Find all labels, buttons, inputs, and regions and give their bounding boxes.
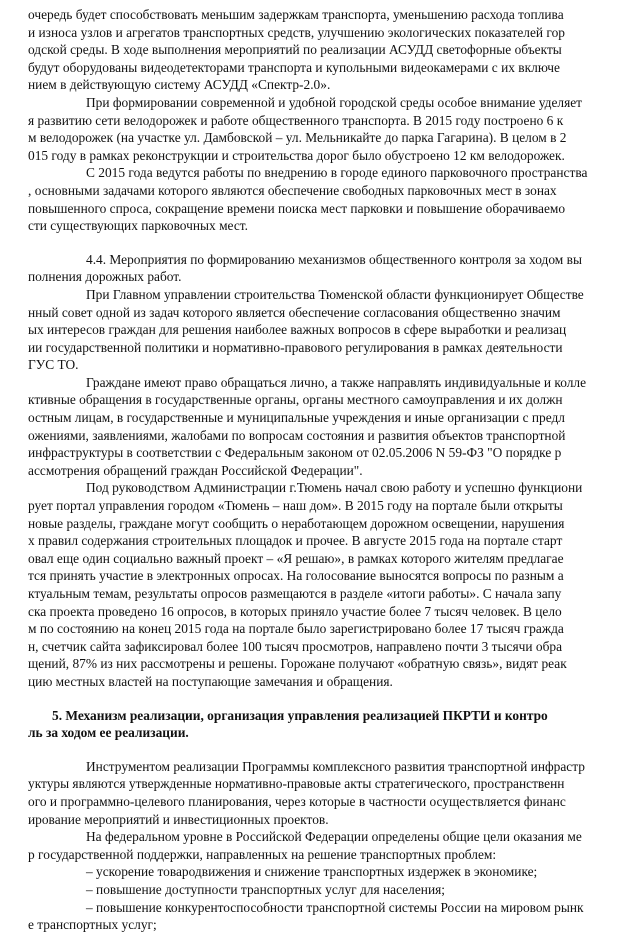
text-line: тся принять участие в электронных опросах. На голосование выносятся вопросы по разным а	[28, 568, 564, 584]
text-line: будут оборудованы видеодетекторами транспорта и купольными видеокамерами с их включе	[28, 59, 560, 75]
paragraph	[28, 164, 612, 234]
text-line: ии государственной политики и нормативно-правового регулирования в рамках деятельности	[28, 339, 563, 355]
text-line: я развитию сети велодорожек и работе общественного транспорта. В 2015 году построено 6 к	[28, 112, 564, 128]
text-line: инфраструктуры в соответствии с Федеральным законом от 02.05.2006 N 59-ФЗ "О порядке р	[28, 445, 562, 461]
text-line: ктивные обращения в государственные органы, органы местного самоуправления и их должн	[28, 392, 563, 408]
section-heading	[28, 707, 612, 742]
paragraph	[28, 94, 612, 164]
text-line: м велодорожек (на участке ул. Дамбовской – ул. Мельникайте до парка Гагарина). В целом в 2	[28, 130, 567, 146]
text-line: ых интересов граждан для решения наиболее важных вопросов в сфере выработки и реализац	[28, 322, 567, 338]
paragraph	[28, 828, 612, 934]
spacer	[28, 235, 612, 251]
text-line: нием в действующую систему АСУДД «Спектр-2.0».	[28, 77, 331, 93]
text-line: ассмотрения обращений граждан Российской Федерации".	[28, 462, 363, 478]
spacer	[28, 742, 612, 758]
text-line: При формировании современной и удобной городской среды особое внимание уделяет	[86, 94, 583, 110]
text-line: р государственной поддержки, направленных на решение транспортных проблем:	[28, 846, 497, 862]
text-line: остным лицам, в государственные и муниципальные учреждения и иные организации с предл	[28, 410, 565, 426]
text-line: рует портал управления городом «Тюмень – наш дом». В 2015 году на портале были открыты	[28, 498, 563, 514]
text-line: ГУС ТО.	[28, 357, 79, 373]
text-line: Граждане имеют право обращаться лично, а также направлять индивидуальные и колле	[86, 374, 587, 390]
paragraph	[28, 286, 612, 374]
text-line: и износа узлов и агрегатов транспортных средств, улучшению экологических показателей гор	[28, 24, 565, 40]
text-line: е транспортных услуг;	[28, 917, 157, 933]
text-line: Инструментом реализации Программы комплексного развития транспортной инфрастр	[86, 758, 585, 774]
text-line: х правил содержания строительных площадок и прочее. В августе 2015 года на портале старт	[28, 533, 563, 549]
text-line: нный совет одной из задач которого является обеспечение согласования общественно значим	[28, 304, 561, 320]
text-line: одской среды. В ходе выполнения мероприятий по реализации АСУДД светофорные объекты	[28, 42, 562, 58]
paragraph	[28, 479, 612, 690]
spacer	[28, 691, 612, 707]
text-line: ожениями, заявлениями, жалобами по вопросам состояния и развития объектов транспортной	[28, 427, 566, 443]
text-line: ирование мероприятий и инвестиционных проектов.	[28, 811, 329, 827]
text-line: 4.4. Мероприятия по формированию механизмов общественного контроля за ходом вы	[86, 251, 582, 267]
text-line: Под руководством Администрации г.Тюмень начал свою работу и успешно функциони	[86, 480, 583, 496]
text-line: ого и программно-целевого планирования, через которые в частности осуществляется финанс	[28, 793, 566, 809]
text-line: цию местных властей на поступающие замечания и обращения.	[28, 673, 393, 689]
list-item: – повышение конкурентоспособности транспортной системы России на мировом рынк	[86, 899, 584, 915]
paragraph	[28, 0, 612, 94]
text-line: ска проекта проведено 16 опросов, в которых приняло участие более 7 тысяч человек. В цело	[28, 603, 562, 619]
text-line: щений, 87% из них рассмотрены и решены. Горожане получают «обратную связь», видят реак	[28, 656, 567, 672]
text-line: сти существующих парковочных мест.	[28, 218, 248, 234]
text-line: С 2015 года ведутся работы по внедрению в городе единого парковочного пространства	[86, 165, 588, 181]
paragraph	[28, 374, 612, 480]
text-line: м по состоянию на конец 2015 года на портале было зарегистрировано более 17 тысяч гражда	[28, 621, 564, 637]
text-line: При Главном управлении строительства Тюменской области функционирует Обществе	[86, 286, 584, 302]
text-line: уктуры являются утвержденные нормативно-правовые акты стратегического, пространственн	[28, 776, 565, 792]
text-line: 015 году в рамках реконструкции и строительства дорог было обустроено 12 км велодорожек.	[28, 147, 565, 163]
text-line: новые разделы, граждане могут сообщить о неработающем дорожном освещении, нарушения	[28, 515, 565, 531]
list-item: – ускорение товародвижения и снижение транспортных издержек в экономике;	[86, 864, 538, 880]
text-line: очередь будет способствовать меньшим задержкам транспорта, уменьшению расхода топлива	[28, 7, 564, 22]
text-line: 5. Механизм реализации, организация управления реализацией ПКРТИ и контро	[52, 707, 548, 723]
paragraph	[28, 758, 612, 828]
text-line: , основными задачами которого являются обеспечение свободных парковочных мест в зонах	[28, 182, 557, 198]
text-line: ктуальным темам, результаты опросов размещаются в разделе «итоги работы». С начала запу	[28, 586, 562, 601]
text-line: ль за ходом ее реализации.	[28, 725, 189, 741]
text-line: полнения дорожных работ.	[28, 269, 182, 285]
subsection-heading	[28, 251, 612, 286]
text-line: н, счетчик сайта зафиксировал более 100 тысяч просмотров, направлено почти 3 тысячи обра	[28, 638, 563, 654]
list-item: – повышение доступности транспортных услуг для населения;	[86, 881, 445, 897]
text-line: повышенного спроса, сокращение времени поиска мест парковки и повышение оборачиваемо	[28, 200, 566, 216]
text-line: На федеральном уровне в Российской Федерации определены общие цели оказания ме	[86, 829, 582, 845]
text-line: овал еще один социально важный проект – «Я решаю», в рамках которого жителям предлагае	[28, 550, 564, 566]
